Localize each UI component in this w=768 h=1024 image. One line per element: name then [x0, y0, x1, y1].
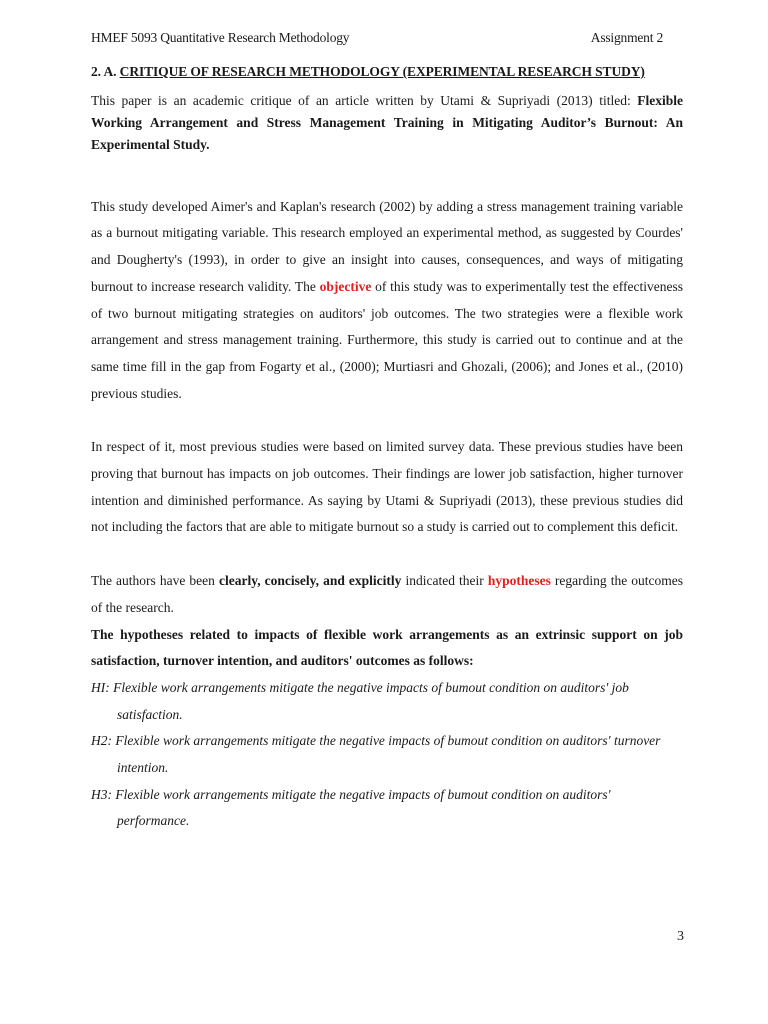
keyword-hypotheses: hypotheses — [487, 573, 551, 589]
header-assignment-label: Assignment 2 — [590, 30, 663, 45]
article-title: Flexible Working Arrangement and Stress Management Training in Mitigating Auditor’s Burnout: An Experimental Study. — [91, 92, 683, 152]
paragraph-hypotheses-statement — [91, 568, 683, 621]
para3-text-before: The authors have been — [91, 573, 219, 589]
keyword-objective: objective — [319, 278, 372, 294]
para3-text-middle: indicated their — [401, 573, 488, 589]
paragraph-previous-studies: In respect of it, most previous studies were based on limited survey data. These previous studies have been proving that burnout has impacts on job outcomes. Their findings are lower job satisfaction, higher turnover intention and diminished performance. As saying by Utami & Supriyadi (2013), these previous studies did not including the factors that are able to mitigate burnout so a study is carried out to complement this deficit. — [91, 439, 683, 535]
hypotheses-list — [91, 675, 683, 835]
bold-phrase: clearly, concisely, and explicitly — [218, 573, 402, 589]
para3-text-after: regarding the outcomes of the research. — [91, 573, 683, 615]
paragraph-study-overview — [91, 194, 683, 408]
para1-text-after: of this study was to experimentally test the effectiveness of two burnout mitigating strategies on auditors' job outcomes. The two strategies were a flexible work arrangement and stress management training. Furthermore, this study is carried out to continue and at the same time fill in the gap from Fogarty et al., (2000); Murtiasri and Ghozali, (2006); and Jones et al., (2010) previous studies. — [91, 278, 683, 401]
hypothesis-item-h2: H2: Flexible work arrangements mitigate the negative impacts of bumout condition on auditors' turnover intention. — [91, 733, 661, 776]
page-body — [91, 59, 683, 835]
section-title: CRITIQUE OF RESEARCH METHODOLOGY (EXPERIMENTAL RESEARCH STUDY) — [119, 64, 645, 79]
intro-text: This paper is an academic critique of an article written by Utami & Supriyadi (2013) titled: — [91, 92, 638, 108]
intro-paragraph — [91, 90, 683, 156]
hypothesis-item-h3: H3: Flexible work arrangements mitigate the negative impacts of bumout condition on auditors' performance. — [91, 786, 611, 829]
section-number: 2. A. — [91, 64, 117, 79]
section-heading — [91, 59, 683, 86]
hypothesis-item-h1: HI: Flexible work arrangements mitigate the negative impacts of bumout condition on auditors' job satisfaction. — [91, 679, 629, 722]
hypotheses-intro: The hypotheses related to impacts of flexible work arrangements as an extrinsic support on job satisfaction, turnover intention, and auditors' outcomes as follows: — [91, 626, 683, 669]
page-number: 3 — [677, 929, 684, 944]
header-course-title: HMEF 5093 Quantitative Research Methodology — [91, 30, 350, 45]
page-header — [91, 30, 663, 46]
para1-text-before: This study developed Aimer's and Kaplan's research (2002) by adding a stress management training variable as a burnout mitigating variable. This research employed an experimental method, as suggested by Courdes' and Dougherty's (1993), in order to give an insight into causes, consequences, and ways of mitigating burnout to increase research validity. The — [91, 198, 683, 294]
